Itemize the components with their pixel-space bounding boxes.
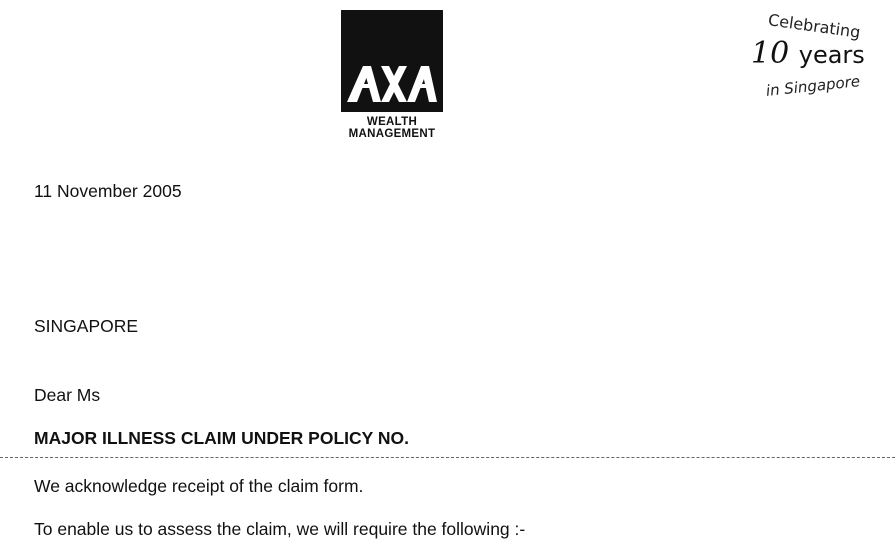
subject-line: MAJOR ILLNESS CLAIM UNDER POLICY NO.: [34, 428, 409, 448]
logo-line-2: MANAGEMENT: [348, 128, 436, 140]
salutation: Dear Ms: [34, 385, 101, 405]
anniversary-bottom-text: in Singapore: [765, 72, 861, 100]
paragraph-requirements: To enable us to assess the claim, we will require the following :-: [34, 519, 526, 539]
logo-caption: [331, 116, 453, 140]
anniversary-years-word: years: [798, 41, 865, 69]
address-country: SINGAPORE: [34, 316, 139, 336]
axa-logo: [341, 10, 443, 112]
anniversary-mark: [745, 8, 875, 108]
divider-line: [0, 457, 895, 458]
anniversary-number: 10: [751, 36, 790, 71]
paragraph-acknowledgement: We acknowledge receipt of the claim form.: [34, 476, 364, 496]
letter-date: 11 November 2005: [34, 181, 182, 201]
anniversary-years: [751, 36, 865, 71]
anniversary-top-text: Celebrating: [767, 10, 862, 42]
axa-logo-mark: [341, 10, 443, 112]
logo-line-1: WEALTH: [366, 116, 418, 128]
